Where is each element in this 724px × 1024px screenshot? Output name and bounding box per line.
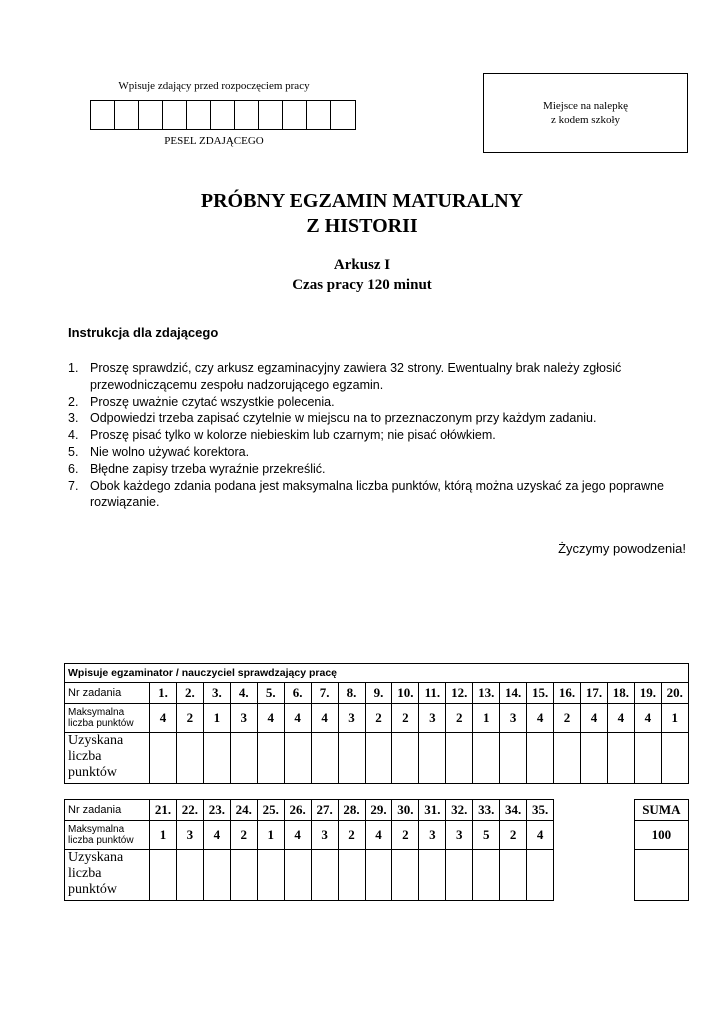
task-number-cell: 28.	[338, 800, 365, 821]
max-points-cell: 4	[150, 704, 177, 733]
earned-points-input[interactable]	[284, 733, 311, 784]
earned-points-input[interactable]	[150, 733, 177, 784]
task-number-cell: 31.	[419, 800, 446, 821]
max-points-label: Maksymalna liczba punktów	[65, 821, 150, 850]
task-number-cell: 16.	[554, 683, 581, 704]
task-number-cell: 14.	[500, 683, 527, 704]
max-points-cell: 4	[527, 821, 554, 850]
max-points-label: Maksymalna liczba punktów	[65, 704, 150, 733]
pesel-digit-box[interactable]	[187, 101, 211, 129]
earned-points-input[interactable]	[500, 850, 527, 901]
scoring-table-2	[64, 799, 689, 901]
max-points-cell: 3	[230, 704, 257, 733]
task-number-cell: 22.	[176, 800, 203, 821]
max-points-cell: 2	[392, 821, 419, 850]
sticker-line-1: Miejsce na nalepkę	[543, 100, 628, 112]
max-points-cell: 4	[203, 821, 230, 850]
earned-points-input[interactable]	[257, 733, 284, 784]
max-points-cell: 2	[554, 704, 581, 733]
max-points-cell: 4	[365, 821, 392, 850]
max-points-cell: 3	[338, 704, 365, 733]
earned-points-input[interactable]	[607, 733, 634, 784]
max-points-cell: 4	[284, 704, 311, 733]
table-gap	[554, 821, 635, 850]
task-number-label: Nr zadania	[65, 800, 150, 821]
earned-points-input[interactable]	[176, 850, 203, 901]
earned-points-input[interactable]	[392, 733, 419, 784]
earned-points-input[interactable]	[257, 850, 284, 901]
max-points-cell: 2	[176, 704, 203, 733]
earned-points-input[interactable]	[203, 850, 230, 901]
earned-points-input[interactable]	[527, 850, 554, 901]
pesel-input-boxes[interactable]	[90, 100, 356, 130]
time-label: Czas pracy 120 minut	[292, 277, 432, 293]
max-points-cell: 4	[284, 821, 311, 850]
task-number-cell: 26.	[284, 800, 311, 821]
earned-points-input[interactable]	[176, 733, 203, 784]
sum-max-value: 100	[634, 821, 688, 850]
earned-points-input[interactable]	[203, 733, 230, 784]
max-points-cell: 1	[257, 821, 284, 850]
instruction-item: 2. Proszę uważnie czytać wszystkie polecenia.	[68, 394, 335, 409]
task-number-cell: 24.	[230, 800, 257, 821]
task-number-cell: 34.	[500, 800, 527, 821]
task-number-cell: 12.	[446, 683, 473, 704]
task-number-cell: 17.	[581, 683, 608, 704]
task-number-cell: 15.	[527, 683, 554, 704]
task-number-cell: 23.	[203, 800, 230, 821]
max-points-cell: 4	[311, 704, 338, 733]
max-points-cell: 4	[527, 704, 554, 733]
task-number-cell: 6.	[284, 683, 311, 704]
max-points-cell: 1	[473, 704, 500, 733]
earned-points-input[interactable]	[230, 733, 257, 784]
earned-points-input[interactable]	[392, 850, 419, 901]
instruction-item: 7. Obok każdego zdania podana jest maksymalna liczba punktów, którą można uzyskać za jego poprawne rozwiązanie.	[68, 478, 664, 510]
max-points-cell: 3	[500, 704, 527, 733]
task-number-cell: 32.	[446, 800, 473, 821]
earned-points-input[interactable]	[338, 850, 365, 901]
earned-points-input[interactable]	[500, 733, 527, 784]
earned-points-input[interactable]	[311, 850, 338, 901]
task-number-cell: 8.	[338, 683, 365, 704]
task-number-cell: 2.	[176, 683, 203, 704]
task-number-cell: 3.	[203, 683, 230, 704]
task-number-cell: 25.	[257, 800, 284, 821]
earned-points-input[interactable]	[527, 733, 554, 784]
pesel-digit-box[interactable]	[91, 101, 115, 129]
sheet-label: Arkusz I	[333, 257, 391, 273]
task-number-cell: 7.	[311, 683, 338, 704]
max-points-cell: 5	[473, 821, 500, 850]
task-number-cell: 20.	[661, 683, 688, 704]
table-gap	[554, 850, 635, 901]
task-number-cell: 18.	[607, 683, 634, 704]
earned-points-input[interactable]	[473, 733, 500, 784]
max-points-cell: 3	[446, 821, 473, 850]
earned-points-input[interactable]	[661, 733, 688, 784]
instruction-item: 1. Proszę sprawdzić, czy arkusz egzaminacyjny zawiera 32 strony. Ewentualny brak należy zgłosić przewodniczącemu zespołu nadzorującego egzamin.	[68, 361, 622, 392]
earned-points-input[interactable]	[581, 733, 608, 784]
earned-points-label: Uzyskana liczba punktów	[65, 850, 150, 901]
scoring-table-1	[64, 663, 689, 784]
good-luck-message: Życzymy powodzenia!	[558, 541, 686, 556]
task-number-cell: 10.	[392, 683, 419, 704]
max-points-cell: 4	[634, 704, 661, 733]
sum-earned-input[interactable]	[634, 850, 688, 901]
task-number-cell: 29.	[365, 800, 392, 821]
max-points-cell: 4	[257, 704, 284, 733]
instruction-item: 5. Nie wolno używać korektora.	[68, 444, 250, 459]
instruction-item: 6. Błędne zapisy trzeba wyraźnie przekreślić.	[68, 461, 326, 476]
school-code-sticker-area	[483, 73, 688, 153]
pesel-caption: PESEL ZDAJĄCEGO	[164, 135, 264, 147]
earned-points-label: Uzyskana liczba punktów	[65, 733, 150, 784]
max-points-cell: 4	[607, 704, 634, 733]
task-number-cell: 9.	[365, 683, 392, 704]
earned-points-input[interactable]	[365, 733, 392, 784]
earned-points-input[interactable]	[284, 850, 311, 901]
task-number-cell: 27.	[311, 800, 338, 821]
task-number-cell: 11.	[419, 683, 446, 704]
max-points-cell: 3	[176, 821, 203, 850]
max-points-cell: 2	[500, 821, 527, 850]
earned-points-input[interactable]	[365, 850, 392, 901]
pesel-digit-box[interactable]	[115, 101, 139, 129]
max-points-cell: 2	[446, 704, 473, 733]
pesel-digit-box[interactable]	[307, 101, 331, 129]
max-points-cell: 3	[311, 821, 338, 850]
task-number-cell: 13.	[473, 683, 500, 704]
max-points-cell: 3	[419, 704, 446, 733]
task-number-cell: 5.	[257, 683, 284, 704]
pesel-instruction: Wpisuje zdający przed rozpoczęciem pracy	[118, 80, 310, 92]
task-number-cell: 4.	[230, 683, 257, 704]
max-points-cell: 2	[230, 821, 257, 850]
pesel-digit-box[interactable]	[211, 101, 235, 129]
instruction-item: 3. Odpowiedzi trzeba zapisać czytelnie w miejscu na to przeznaczonym przy każdym zadaniu.	[68, 411, 597, 426]
exam-title: PRÓBNY EGZAMIN MATURALNY	[200, 190, 524, 212]
instructions-list	[68, 360, 688, 511]
earned-points-input[interactable]	[150, 850, 177, 901]
max-points-cell: 2	[392, 704, 419, 733]
earned-points-input[interactable]	[338, 733, 365, 784]
max-points-cell: 1	[203, 704, 230, 733]
max-points-cell: 4	[581, 704, 608, 733]
task-number-cell: 21.	[150, 800, 177, 821]
table-gap	[554, 800, 635, 821]
pesel-digit-box[interactable]	[139, 101, 163, 129]
task-number-cell: 33.	[473, 800, 500, 821]
pesel-digit-box[interactable]	[163, 101, 187, 129]
instructions-heading: Instrukcja dla zdającego	[68, 325, 219, 340]
earned-points-input[interactable]	[634, 733, 661, 784]
max-points-cell: 1	[661, 704, 688, 733]
examiner-label: Wpisuje egzaminator / nauczyciel sprawdzający pracę	[65, 664, 689, 683]
task-number-cell: 30.	[392, 800, 419, 821]
earned-points-input[interactable]	[230, 850, 257, 901]
instruction-item: 4. Proszę pisać tylko w kolorze niebieskim lub czarnym; nie pisać ołówkiem.	[68, 428, 496, 443]
task-number-cell: 19.	[634, 683, 661, 704]
pesel-digit-box[interactable]	[235, 101, 259, 129]
task-number-label: Nr zadania	[65, 683, 150, 704]
task-number-cell: 35.	[527, 800, 554, 821]
pesel-digit-box[interactable]	[259, 101, 283, 129]
sticker-line-2: z kodem szkoły	[550, 114, 621, 126]
earned-points-input[interactable]	[419, 850, 446, 901]
max-points-cell: 2	[338, 821, 365, 850]
max-points-cell: 3	[419, 821, 446, 850]
sum-label: SUMA	[634, 800, 688, 821]
earned-points-input[interactable]	[419, 733, 446, 784]
earned-points-input[interactable]	[446, 733, 473, 784]
earned-points-input[interactable]	[311, 733, 338, 784]
pesel-digit-box[interactable]	[283, 101, 307, 129]
max-points-cell: 1	[150, 821, 177, 850]
task-number-cell: 1.	[150, 683, 177, 704]
earned-points-input[interactable]	[554, 733, 581, 784]
max-points-cell: 2	[365, 704, 392, 733]
exam-subject: Z HISTORII	[306, 215, 418, 237]
earned-points-input[interactable]	[473, 850, 500, 901]
earned-points-input[interactable]	[446, 850, 473, 901]
pesel-digit-box[interactable]	[331, 101, 355, 129]
